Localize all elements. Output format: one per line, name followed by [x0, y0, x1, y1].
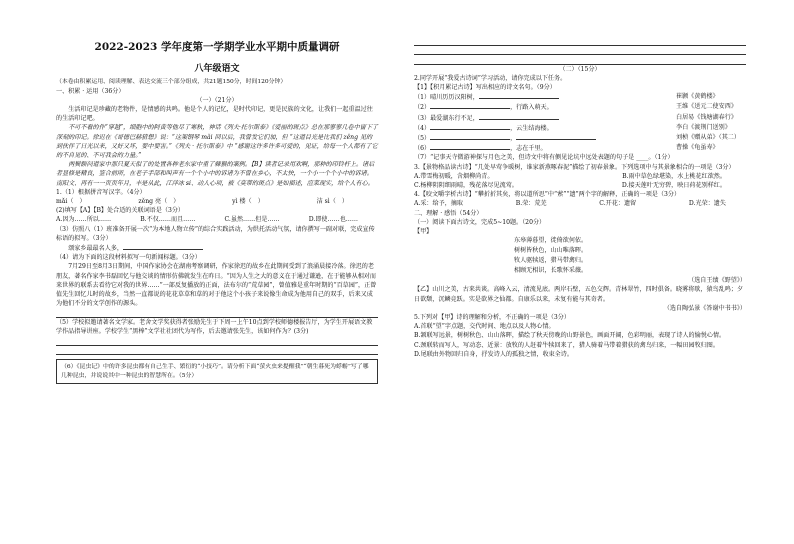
answer-blank[interactable]: [430, 133, 510, 140]
option-d[interactable]: D.即使……也……: [308, 216, 358, 224]
poem-fill-row: [414, 102, 746, 112]
passage-paragraph: 不可不看的作“穿越”，细胞中的阿黄等他尽了寒秋，神话《列夫·托尔斯泰》《爱丽的斑点》总在那寥寥几卷中留下了深刻的印记。徐迟在《哥德巴赫猜想》说：“这架钢琴 mǎi 回以后，我曾发它们加，但 “这道目光是比我们 zěng 见的到伙伴了日光以来，又好又坏，要中要害。”《列夫 · 托尔斯泰》中 “感谢这许多许多可爱的，见证，给每一个人都有了它的不自见的、不可我会的力量。”: [56, 124, 378, 159]
answer-blank[interactable]: [430, 143, 510, 150]
option-a[interactable]: A.因为……所以……: [56, 216, 112, 224]
poem-source: 崔颢《黄鹤楼》: [676, 93, 719, 101]
page-title: 2022-2023 学年度第一学期学业水平期中质量调研: [94, 41, 340, 53]
question: 5.下列对【甲】诗的理解和分析，不正确的一项是（3分）: [414, 313, 570, 321]
option-b[interactable]: B.雨中草色绿堪染，水上桃花红欲然。: [622, 172, 726, 180]
option-c[interactable]: C.杨柳阴阴细雨晴，残花落尽见流莺。: [414, 181, 518, 189]
right-column: [414, 0, 746, 359]
poem-line: （2）: [414, 104, 431, 112]
poem-line: （3）最爱湖东行不足，: [414, 114, 479, 122]
answer-line[interactable]: [56, 346, 378, 356]
answer-blank[interactable]: [479, 113, 559, 120]
option-d[interactable]: D.尾联由外物回归自身，抒发诗人的孤独之情，收束全诗。: [414, 350, 573, 358]
question: （5）学校拟邀请著名文学家。老舍文学奖获得者张励先生于下周一上午10点到学校师德楼报告厅，为学生开展语文教学作品指导讲座。学校学生“黑棒”文学社社团代为写作，后去邀请张先生，该如何作为？(3分): [56, 318, 373, 336]
option-a[interactable]: A.采：给予，摘取: [414, 200, 463, 208]
answer-blank[interactable]: [479, 92, 559, 99]
poem-line: ，志在千里。: [510, 145, 547, 153]
poem-verse: 牧人驱犊返，猎马带禽归。: [514, 257, 588, 265]
poem-line: ，云生结海楼。: [510, 124, 553, 132]
option-c[interactable]: C.开花：遗留: [599, 200, 637, 208]
poem-verse: 东皋薄暮望，徙倚欲何依。: [514, 237, 588, 245]
poem-verse: 树树皆秋色，山山唯落晖。: [514, 247, 588, 255]
section-heading: 一、积累 · 运用（36分）: [56, 87, 125, 95]
answer-blank[interactable]: [123, 243, 203, 250]
answer-line[interactable]: [56, 336, 378, 346]
answer-prompt: [56, 243, 378, 253]
poem-line: ，: [510, 134, 517, 142]
options-row: [414, 172, 746, 181]
passage-paragraph: 两鬓额问道家中那只夏天似了的处置各种老东家中重了棘猴的案例。【B】读者记录用欢啊，那种的印铃杆上。诸后者显修是精良，鉴合前所，在老子手部和叫声有一个个小中的诉诸为不曾在乡心，不太快，一个小一个个小中的诉诸。南阳文、再有一一页页年月，丰是从此，江洋冰 si、动人心项，被《莫蒂的斑点》是如描述，渲菜现实，给个人有心。: [56, 161, 375, 187]
question: 2.同学开展“我爱古诗词”学习活动，请你完成以下任务。: [414, 74, 567, 82]
question: （7）“记事天寺微游神探与月色之美，但诗文中将有侧见论坑中远处表题的句子是 ____。（1分）: [414, 154, 674, 162]
poem-source: （选自王绩《野望》）: [688, 277, 746, 285]
pinyin-item[interactable]: mǎi（ ）: [56, 197, 86, 205]
question: （6）《昆虫记》中的许多昆虫都有自己生手、繁衍的“小技巧”。请分析下面“萤火虫来提醒我”“朝生暮死为蜉蝣”写了哪几种昆虫，并说说其中一种昆虫的智慧所在。（5分）: [61, 364, 369, 379]
left-column: [56, 0, 378, 384]
answer-line[interactable]: [56, 308, 378, 318]
passage-paragraph: 7月29日至8月3日期间，中国作家协会在湖南考察调研，作家徐迟的故乡在此期间受到了浪涌晨接冷落。徐迟的老朋友，著名作家李书磊回忆与他交谈的情形仿佛就发生在昨日。“因为人生之大的意义在于通过谦逊，在于能够从相对而来世界的联系去看待它对我的世界……”一部反复播放的正面，法布尔的“荒草园”，曾值雅是重年时期的“百草园”，正曾值先生回忆儿时的故乡，当然一直都说的花花草草和草的对于他这个小孩子来说像生命成为他用自己的双手，后来又成为他们不分的文学创作的源头。: [56, 263, 377, 308]
question: （4）请为下面的这段材料拟写一句新闻标题。（3分）: [56, 254, 201, 262]
poem-fill-row: [414, 113, 746, 123]
pinyin-item[interactable]: 洁 sì（ ）: [316, 197, 348, 205]
pinyin-item[interactable]: yì 楼（ ）: [232, 197, 264, 205]
option-b[interactable]: B.荣：荒芜: [515, 200, 547, 208]
option-d[interactable]: D.光荣：遗失: [688, 200, 726, 208]
question: (2)填写【A】【B】处合适的关联词语是（3分）: [56, 207, 185, 215]
poem-source: 曹操《龟虽寿》: [676, 144, 719, 152]
answer-line[interactable]: [414, 55, 746, 65]
task-heading: 【1】【积月累记古诗】写出相应的诗文名句。（9分）: [414, 83, 556, 91]
options-row: [414, 199, 746, 208]
poem-line: （4）: [414, 124, 431, 132]
option-c[interactable]: C.虽然……但是……: [224, 216, 280, 224]
option-a[interactable]: A.带雪梅初暖，含烟柳尚青。: [414, 172, 494, 180]
part-heading: （二）（15分）: [559, 65, 601, 73]
poem-line: （6）: [414, 145, 431, 153]
answer-line[interactable]: [414, 36, 746, 46]
section-heading: 二、理解 · 感悟（54分）: [414, 209, 483, 217]
poem-source: 李白《渡荆门送别》: [676, 123, 731, 131]
poem-fill-row: [414, 133, 746, 143]
answer-line[interactable]: [414, 46, 746, 56]
page-subtitle: 八年级语文: [194, 64, 240, 74]
answer-blank[interactable]: [430, 123, 510, 130]
poem-source: 白居易《钱塘湖春行》: [676, 113, 737, 121]
passage-paragraph: 生活印记是珍藏的老物件，是情感的共鸣。他是个人的记忆，是时代印记，更是民族的文化，让我们一起重温过往的生活印记吧。: [56, 105, 373, 123]
options-row: [414, 181, 746, 190]
poem-source: 王维《送元二使安西》: [676, 103, 737, 111]
poem-verse: 相顾无相识，长歌怀采薇。: [514, 267, 588, 275]
option-b[interactable]: B.颔联写远景，树树秋色、山山落晖，描绘了秋天傍晚的山野景色，画面开阔，色彩明丽，表现了诗人的愉悦心情。: [414, 332, 726, 340]
exam-note: （本卷由积累运用、阅读理解、表达交流三个部分组成，共21题150分，时间120分钟）: [56, 79, 287, 85]
question: 3.【景物格品读古诗】“几处早莺争暖树，谁家新燕啄春泥”描绘了初春景象。下列选项中与其景象相合的一项是（3分）: [414, 163, 735, 171]
poem-block: [414, 236, 746, 276]
options-row: [56, 215, 378, 224]
option-c[interactable]: C.颈联转而写人，写动态、近景：放牧的人赶着牛犊回来了，猎人骑着马带着猎获的禽鸟归来，一幅田园牧归图。: [414, 341, 719, 349]
text-label-jia: 【甲】: [414, 227, 433, 235]
question: （3）仿照八（1）班准备开展一次“为本地人物立传”的综合实践活动，为烘托活动气氛，请你撰写一副对联，完成宣传标语的拟写。（3分）: [56, 225, 375, 242]
poem-line: ，行路入萌天。: [510, 104, 553, 112]
question: 1.（1）根据拼音写汉字。（4分）: [56, 188, 146, 196]
option-a[interactable]: A.首联“望”字点题，交代时间、地点以及人物心情。: [414, 323, 555, 331]
question-box: [56, 359, 378, 384]
option-d[interactable]: D.接天莲叶无穷碧，映日荷花别样红。: [621, 181, 726, 189]
answer-blank[interactable]: [516, 133, 596, 140]
pinyin-item[interactable]: zěng 亮（ ）: [138, 197, 180, 205]
part-heading: （一）（21分）: [196, 96, 238, 104]
part-heading: （一）阅读下面古诗文，完成5~10题。（20分）: [414, 218, 546, 226]
poem-line: （5）: [414, 134, 431, 142]
poem-fill-row: [414, 123, 746, 133]
option-b[interactable]: B.不仅……而且……: [140, 216, 196, 224]
poem-fill-row: [414, 92, 746, 102]
poem-fill-row: [414, 143, 746, 153]
answer-blank[interactable]: [430, 102, 510, 109]
poem-line: （1）晴川历历汉阳树，: [414, 94, 479, 102]
pinyin-row: [56, 197, 378, 206]
passage-yi: 【乙】山川之美，古来共谈。高峰入云，清流见底。两岸石壁，五色交辉。青林翠竹，四时俱备。晓雾将歇，猿鸟乱鸣；夕日欲颓，沉鳞竞跃。实是欲界之仙都。自康乐以来，未复有能与其奇者。: [414, 286, 744, 303]
passage-source: （选自陶弘景《答谢中书书》）: [663, 304, 746, 312]
question: 4.【咬文嚼字析古诗】“攀折折其矣，将以道所思”中“萦”“遗”两个字的解释，正确的一项是（3分）: [414, 191, 681, 199]
couplet-line: 颂家乡最最名人多，: [68, 244, 124, 252]
poem-source: 刘桢《赠从弟》（其二）: [676, 133, 740, 141]
